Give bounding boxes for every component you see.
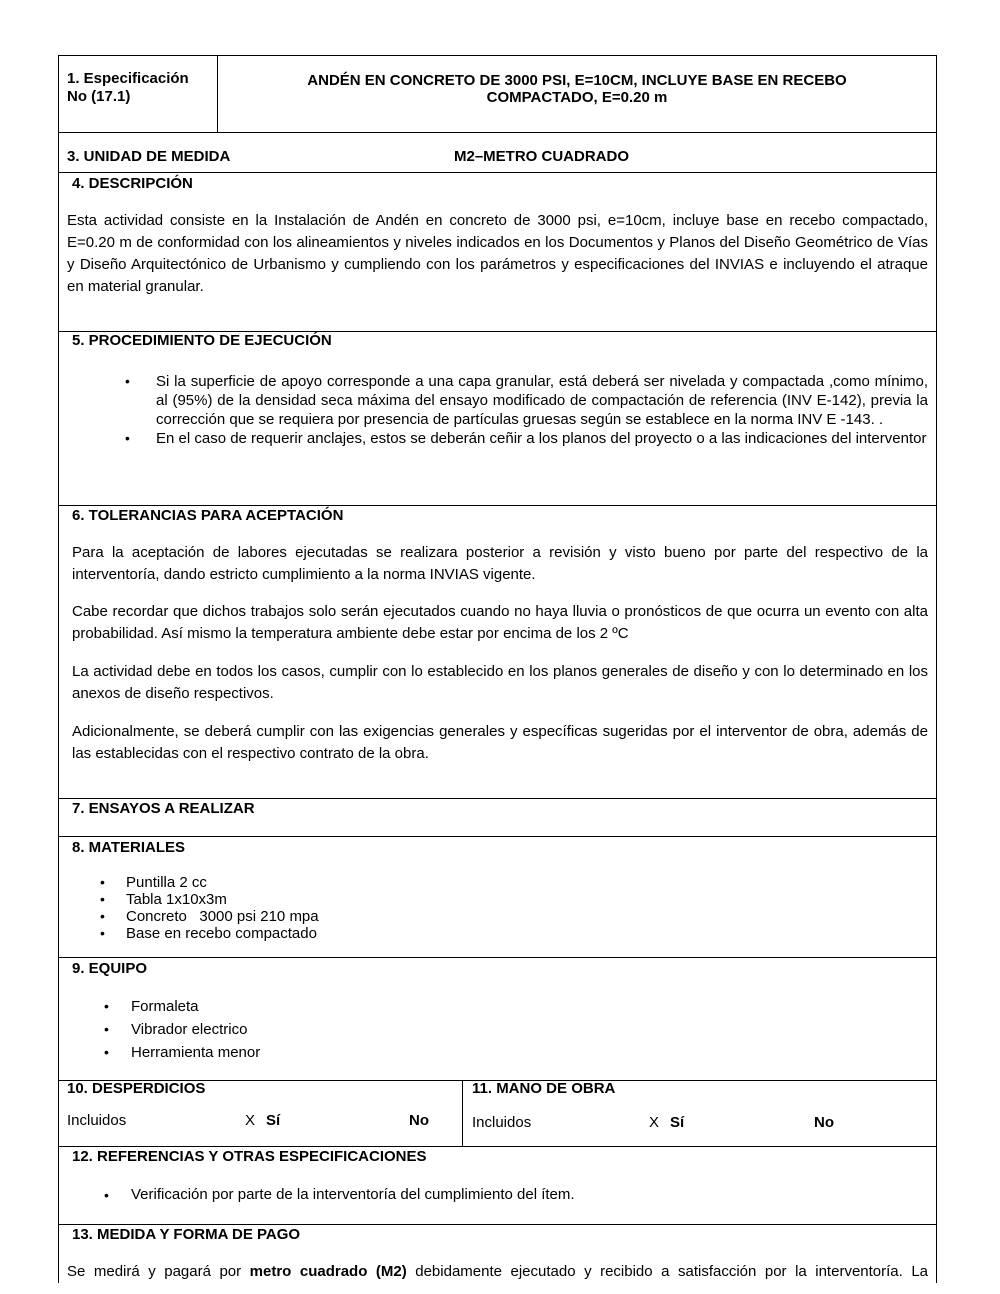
references-label: 12. REFERENCIAS Y OTRAS ESPECIFICACIONES (72, 1148, 427, 1165)
column-divider (462, 1080, 463, 1146)
list-item (125, 372, 928, 429)
waste-label: 10. DESPERDICIOS (67, 1080, 206, 1097)
list-item (100, 874, 500, 891)
payment-label: 13. MEDIDA Y FORMA DE PAGO (72, 1226, 301, 1243)
unit-label: 3. UNIDAD DE MEDIDA (67, 148, 231, 165)
equipment-label: 9. EQUIPO (72, 960, 148, 977)
bullet-icon: • (100, 925, 105, 941)
tolerances-paragraph: Cabe recordar que dichos trabajos solo serán ejecutados cuando no haya lluvia o pronósticos de que ocurra un evento con alta probabilidad. Así mismo la temperatura ambiente debe estar por encima de los 2 ºC (72, 603, 928, 642)
spec-title-line2: COMPACTADO, E=0.20 m (486, 89, 668, 106)
spec-number-line2: No (17.1) (67, 88, 131, 105)
reference-item: Verificación por parte de la interventoría del cumplimiento del ítem. (131, 1186, 575, 1203)
list-item (100, 891, 500, 908)
materials-label: 8. MATERIALES (72, 839, 186, 856)
material-item: Base en recebo compactado (126, 925, 317, 942)
bullet-icon: • (100, 874, 105, 890)
labor-label: 11. MANO DE OBRA (472, 1080, 616, 1097)
procedure-item-text: En el caso de requerir anclajes, estos se deberán ceñir a los planos del proyecto o a las indicaciones del interventor (156, 430, 927, 447)
tolerances-label: 6. TOLERANCIAS PARA ACEPTACIÓN (72, 507, 344, 524)
bullet-icon: • (104, 1021, 109, 1037)
waste-no-option: No (409, 1112, 429, 1129)
labor-mark: X (649, 1114, 660, 1131)
equipment-list (104, 995, 504, 1064)
payment-text-start: Se medirá y pagará por (67, 1263, 250, 1280)
row-divider (58, 132, 937, 133)
spec-number-line1: 1. Especificación (67, 70, 189, 87)
labor-included-label: Incluidos (472, 1114, 532, 1131)
labor-no-option: No (814, 1114, 834, 1131)
tolerances-paragraph: Para la aceptación de labores ejecutadas se realizara posterior a revisión y visto bueno por parte del respectivo de la interventoría, dando estricto cumplimiento a la norma INVIAS vigente. (72, 544, 928, 583)
tolerances-paragraph: Adicionalmente, se deberá cumplir con las exigencias generales y específicas sugeridas por el interventor de obra, además de las establecidas con el respectivo contrato de la obra. (72, 723, 928, 762)
bullet-icon: • (104, 1187, 109, 1203)
payment-text (67, 1261, 928, 1283)
spec-title-line1: ANDÉN EN CONCRETO DE 3000 PSI, E=10CM, INCLUYE BASE EN RECEBO (307, 72, 847, 89)
row-divider (58, 957, 937, 958)
bullet-icon: • (125, 430, 130, 446)
material-item: Puntilla 2 cc (126, 874, 207, 891)
tolerances-paragraph: La actividad debe en todos los casos, cumplir con lo establecido en los planos generales de diseño y con lo determinado en los anexos de diseño respectivos. (72, 663, 928, 702)
equipment-item: Herramienta menor (131, 1044, 261, 1061)
spec-title (218, 72, 936, 106)
waste-yes-option: Sí (266, 1112, 281, 1129)
procedure-label: 5. PROCEDIMIENTO DE EJECUCIÓN (72, 332, 332, 349)
list-item (104, 1018, 504, 1041)
equipment-item: Formaleta (131, 998, 199, 1015)
unit-value: M2–METRO CUADRADO (454, 148, 630, 165)
list-item (100, 925, 500, 942)
list-item (104, 1041, 504, 1064)
material-item: Tabla 1x10x3m (126, 891, 227, 908)
row-divider (58, 836, 937, 837)
list-item (125, 429, 928, 448)
tests-label: 7. ENSAYOS A REALIZAR (72, 800, 255, 817)
description-label: 4. DESCRIPCIÓN (72, 175, 193, 192)
bullet-icon: • (100, 891, 105, 907)
procedure-list (125, 372, 928, 448)
procedure-item-text: Si la superficie de apoyo corresponde a una capa granular, está deberá ser nivelada y compactada ,como mínimo, al (95%) de la densidad seca máxima del ensayo modificado de compactación de referencia (INV E-142), previa la corrección que se requiera por presencia de partículas gruesas según se establece en la norma INV E -143. . (156, 373, 928, 428)
materials-list (100, 874, 500, 942)
bullet-icon: • (100, 908, 105, 924)
references-list (104, 1184, 924, 1206)
waste-mark: X (245, 1112, 256, 1129)
bullet-icon: • (104, 998, 109, 1014)
material-item: Concreto 3000 psi 210 mpa (126, 908, 319, 925)
payment-text-end: debidamente ejecutado y recibido a satisfacción por la interventoría. La (406, 1263, 929, 1280)
equipment-item: Vibrador electrico (131, 1021, 248, 1038)
list-item (100, 908, 500, 925)
bullet-icon: • (125, 373, 130, 389)
bullet-icon: • (104, 1044, 109, 1060)
labor-yes-option: Sí (670, 1114, 685, 1131)
list-item (104, 1184, 924, 1206)
waste-included-label: Incluidos (67, 1112, 127, 1129)
description-text: Esta actividad consiste en la Instalación de Andén en concreto de 3000 psi, e=10cm, incluye base en recebo compactado, E=0.20 m de conformidad con los alineamientos y niveles indicados en los Documentos y Planos del Diseño Geométrico de Vías y Diseño Arquitectónico de Urbanismo y cumpliendo con los parámetros y especificaciones del INVIAS e incluyendo el atraque en material granular. (67, 212, 928, 295)
list-item (104, 995, 504, 1018)
payment-unit: metro cuadrado (M2) (249, 1263, 407, 1280)
